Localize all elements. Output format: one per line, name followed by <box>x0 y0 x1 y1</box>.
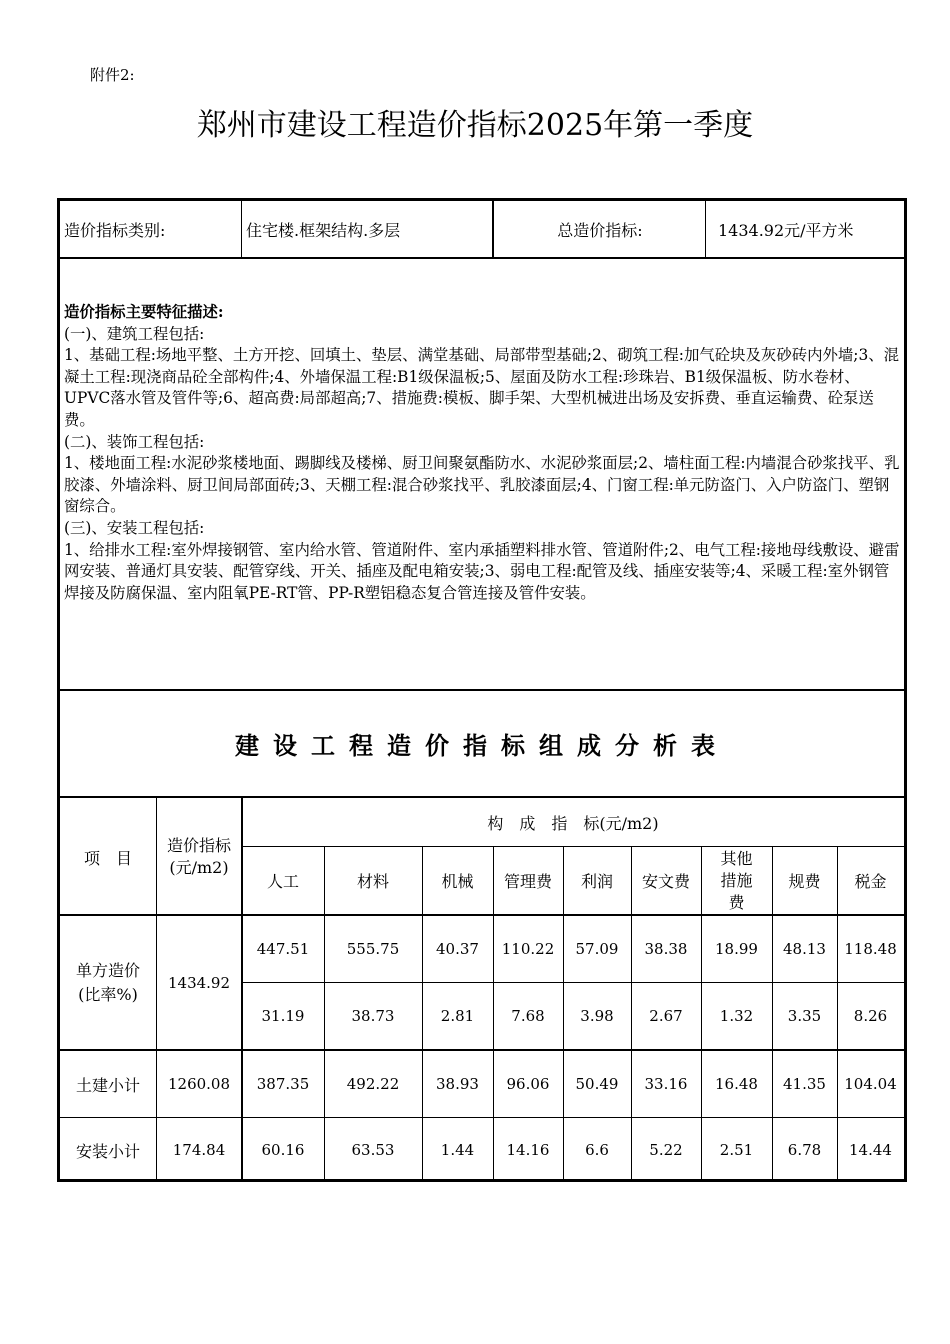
row-index: 1434.92 <box>167 973 231 992</box>
table-cell: 38.38 <box>644 940 688 958</box>
divider <box>60 1117 904 1118</box>
table-cell: 18.99 <box>715 940 758 958</box>
column-header: 管理费 <box>503 872 552 891</box>
description-heading: 造价指标主要特征描述: <box>64 303 224 321</box>
divider <box>242 982 904 983</box>
table-cell: 118.48 <box>844 940 897 958</box>
total-value: 1434.92元/平方米 <box>718 220 854 240</box>
group-header: 构 成 指 标(元/m2) <box>487 813 659 833</box>
table-cell: 41.35 <box>783 1075 826 1093</box>
table-cell: 555.75 <box>346 940 400 958</box>
divider <box>422 847 423 1182</box>
table-cell: 110.22 <box>501 940 555 958</box>
table-cell: 1.32 <box>719 1007 754 1025</box>
table-cell: 31.19 <box>261 1007 305 1025</box>
attachment-label: 附件2: <box>90 66 135 84</box>
row-label: 单方造价(比率%) <box>75 960 140 1004</box>
table-cell: 7.68 <box>511 1007 545 1025</box>
column-header: 机械 <box>441 872 474 891</box>
table-cell: 6.6 <box>585 1141 609 1159</box>
analysis-table-title: 建设工程造价指标组成分析表 <box>235 731 729 760</box>
table-cell: 1.44 <box>440 1141 475 1159</box>
table-cell: 96.06 <box>506 1075 550 1093</box>
row-index: 1260.08 <box>167 1075 231 1093</box>
column-header: 其他措施费 <box>720 848 753 912</box>
divider <box>705 201 706 257</box>
description-line: (三)、安装工程包括: <box>64 518 205 537</box>
table-cell: 3.98 <box>580 1007 614 1025</box>
column-header: 税金 <box>854 872 887 891</box>
description-line: 1、基础工程:场地平整、土方开挖、回填土、垫层、满堂基础、局部带型基础;2、砌筑工程:加气砼块及灰砂砖内外墙;3、混凝土工程:现浇商品砼全部构件;4、外墙保温工程:B1级保温板;5、屋面及防水工程:珍珠岩、B1级保温板、防水卷材、UPVC落水管及管件等;6、超高费:局部超高;7、措施费:模板、脚手架、大型机械进出场及安拆费、垂直运输费、砼泵送费。 <box>64 346 900 429</box>
table-cell: 2.67 <box>649 1007 683 1025</box>
table-cell: 38.93 <box>436 1075 479 1093</box>
table-cell: 60.16 <box>261 1141 305 1159</box>
divider <box>701 847 702 1182</box>
column-header: 规费 <box>788 872 821 891</box>
column-header: 材料 <box>356 872 389 891</box>
category-label: 造价指标类别: <box>64 220 166 240</box>
col-index-header: 造价指标(元/m2) <box>166 836 231 877</box>
table-cell: 447.51 <box>256 940 310 958</box>
divider <box>324 847 325 1182</box>
table-cell: 3.35 <box>787 1007 822 1025</box>
table-cell: 38.73 <box>351 1007 395 1025</box>
description-line: (一)、建筑工程包括: <box>64 324 205 343</box>
table-cell: 14.16 <box>506 1141 550 1159</box>
table-cell: 48.13 <box>783 940 826 958</box>
table-cell: 63.53 <box>351 1141 395 1159</box>
row-label: 土建小计 <box>75 1075 140 1095</box>
divider <box>837 847 838 1182</box>
description-line: (二)、装饰工程包括: <box>64 432 205 451</box>
column-header: 利润 <box>580 872 613 891</box>
row-index: 174.84 <box>172 1141 226 1159</box>
col-item-header: 项 目 <box>83 848 132 868</box>
description-line: 1、楼地面工程:水泥砂浆楼地面、踢脚线及楼梯、厨卫间聚氨酯防水、水泥砂浆面层;2、墙柱面工程:内墙混合砂浆找平、乳胶漆、外墙涂料、厨卫间局部面砖;3、天棚工程:混合砂浆找平、乳胶漆面层;4、门窗工程:单元防盗门、入户防盗门、塑钢窗综合。 <box>64 454 900 516</box>
divider <box>563 847 564 1182</box>
table-cell: 40.37 <box>436 940 479 958</box>
table-cell: 14.44 <box>849 1141 892 1159</box>
divider <box>60 257 904 259</box>
table-cell: 8.26 <box>853 1007 888 1025</box>
divider <box>60 914 904 916</box>
cost-index-sheet <box>57 198 907 1182</box>
divider <box>492 201 494 257</box>
table-cell: 492.22 <box>346 1075 400 1093</box>
divider <box>156 798 157 1182</box>
row-label: 安装小计 <box>75 1141 140 1161</box>
category-value: 住宅楼.框架结构.多层 <box>246 220 401 240</box>
divider <box>242 846 904 847</box>
table-cell: 5.22 <box>649 1141 683 1159</box>
divider <box>60 1049 904 1051</box>
total-label: 总造价指标: <box>557 220 643 240</box>
divider <box>631 847 632 1182</box>
table-cell: 387.35 <box>256 1075 310 1093</box>
column-header: 安文费 <box>641 872 690 891</box>
divider <box>241 201 242 257</box>
table-cell: 6.78 <box>787 1141 822 1159</box>
table-cell: 33.16 <box>644 1075 688 1093</box>
column-header: 人工 <box>266 872 299 891</box>
table-cell: 104.04 <box>844 1075 897 1093</box>
table-cell: 2.81 <box>440 1007 475 1025</box>
divider <box>772 847 773 1182</box>
feature-description <box>64 302 902 604</box>
description-line: 1、给排水工程:室外焊接钢管、室内给水管、管道附件、室内承插塑料排水管、管道附件;2、电气工程:接地母线敷设、避雷网安装、普通灯具安装、配管穿线、开关、插座及配电箱安装;3、弱电工程:配管及线、插座安装等;4、采暖工程:室外钢管焊接及防腐保温、室内阻氧PE-RT管、PP-R塑铝稳态复合管连接及管件安装。 <box>64 540 900 602</box>
table-cell: 50.49 <box>575 1075 619 1093</box>
divider <box>241 798 243 1182</box>
divider <box>493 847 494 1182</box>
table-cell: 16.48 <box>715 1075 758 1093</box>
page-title: 郑州市建设工程造价指标2025年第一季度 <box>196 108 754 143</box>
table-cell: 57.09 <box>575 940 619 958</box>
table-cell: 2.51 <box>719 1141 754 1159</box>
